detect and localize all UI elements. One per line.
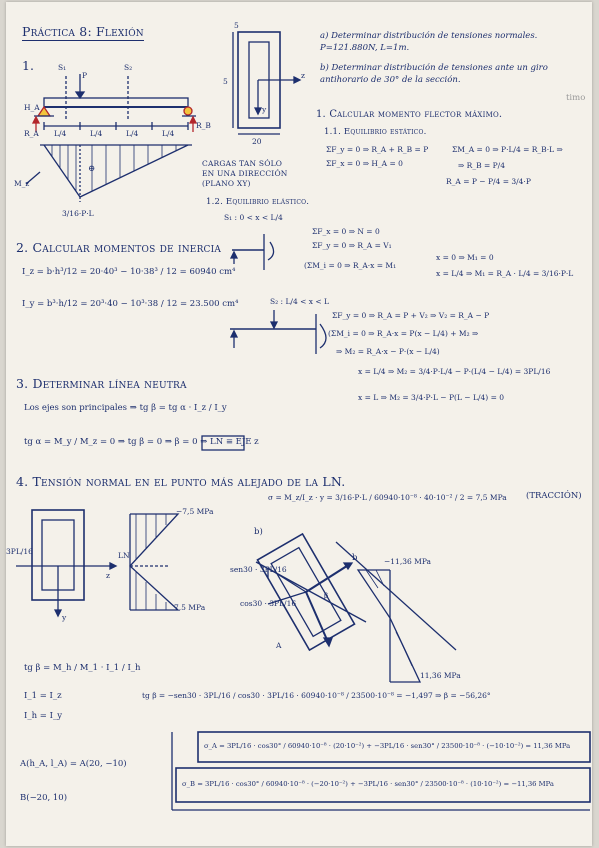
section-4-title: 4. Tensión normal en el punto más alejado de la LN. [16, 474, 346, 489]
fig-b-sin-comp: sen30 · 3PL/16 [230, 565, 287, 574]
fig-b-bottom-stress: 11,36 MPa [420, 671, 461, 680]
moment-max-label: 3/16·P·L [62, 209, 94, 218]
section-1-1-title: 1.1. Equilibrio estático. [324, 127, 427, 137]
tramo-2: S₂ : L/4 < x < L [270, 297, 330, 306]
eq-t2-2: (ΣM_i = 0 ⇒ R_A·x = P(x − L/4) + M₂ ⇒ [328, 329, 479, 338]
loads-note-2: EN UNA DIRECCIÓN [202, 169, 288, 178]
span-2: L/4 [90, 129, 103, 138]
fig-b-stress-diagram [358, 570, 420, 682]
loads-note-3: (PLANO XY) [202, 179, 251, 188]
span-3: L/4 [126, 129, 139, 138]
eq-t1-2: ΣF_y = 0 ⇒ R_A = V₁ [312, 241, 392, 250]
fig-a-top-stress: −7,5 MPa [176, 507, 214, 516]
traccion-label: (TRACCIÓN) [526, 491, 582, 501]
section-z-label: z [301, 71, 305, 80]
fig-b-label-b: b [352, 553, 358, 563]
fig-b-moment-b [306, 564, 350, 592]
inertia-iy: I_y = b³·h/12 = 20³·40 − 10³·38 / 12 = 23.500 cm⁴ [22, 299, 239, 309]
coord-a: A(h_A, l_A) = A(20, −10) [20, 759, 127, 769]
fig-b-top-stress: −11,36 MPa [384, 557, 431, 566]
moment-diagram [44, 145, 188, 197]
res-t1-1: x = 0 ⇒ M₁ = 0 [436, 253, 494, 262]
fig-a-y: y [62, 613, 67, 622]
neutral-line-1: Los ejes son principales ⇒ tg β = tg α · I_z / I_y [24, 403, 227, 413]
tg-formula: tg β = M_h / M_1 · I_1 / I_h [24, 663, 141, 673]
dim-left: 5 [223, 77, 228, 86]
reaction-ra: R_A [24, 129, 39, 138]
fig-a-z: z [106, 571, 110, 580]
reaction-rb: R_B [196, 121, 211, 130]
section-y-label: y [262, 105, 267, 114]
support-b [184, 107, 192, 115]
fig-b-point-a: A [276, 641, 282, 650]
margin-note: timo [566, 93, 586, 103]
moment-sign: ⊕ [88, 164, 96, 174]
section-3-title: 3. Determinar línea neutra [16, 376, 187, 391]
neutral-line-2: tg α = M_y / M_z = 0 ⇒ tg β = 0 ⇒ β = 0 ⇒ LN ≡ EJE z [24, 437, 259, 447]
eq-static-1: ΣF_y = 0 ⇒ R_A + R_B = P [326, 145, 429, 154]
beam-label-s2: S₂ [124, 63, 133, 72]
item-number-1: 1. [22, 58, 34, 73]
res-t1-2: x = L/4 ⇒ M₁ = R_A · L/4 = 3/16·P·L [436, 269, 574, 278]
fig-a-moment: 3PL/16 [6, 547, 33, 556]
fig-a-bottom-stress: 7,5 MPa [174, 603, 206, 612]
eq-t2-3: ⇒ M₂ = R_A·x − P·(x − L/4) [336, 347, 440, 356]
statement-b: b) Determinar distribución de tensiones ante un giro antihorario de 30° de la sección. [320, 63, 548, 86]
eq-static-2: ΣF_x = 0 ⇒ H_A = 0 [326, 159, 403, 168]
eq-t1-3: (ΣM_i = 0 ⇒ R_A·x = M₁ [304, 261, 397, 270]
moment-label: M_z [14, 179, 30, 188]
sigma-max-eq: σ = M_z/I_z · y = 3/16·P·L / 60940·10⁻⁸ · 40·10⁻² / 2 = 7,5 MPa [268, 493, 507, 502]
i1-eq: I_1 = I_z [24, 691, 62, 701]
reaction-ha: H_A [24, 103, 40, 112]
fig-b-beta: β [324, 591, 329, 600]
eq-t2-1: ΣF_y = 0 ⇒ R_A = P + V₂ ⇒ V₂ = R_A − P [332, 311, 490, 320]
span-4: L/4 [162, 129, 175, 138]
section-1-title: 1. Calcular momento flector máximo. [316, 109, 503, 120]
eq-static-5: R_A = P − P/4 = 3/4·P [446, 177, 531, 186]
tg-beta-eq: tg β = −sen30 · 3PL/16 / cos30 · 3PL/16 · 60940·10⁻⁸ / 23500·10⁻⁸ = −1,497 ⇒ β = −56,26° [142, 691, 491, 700]
res-t2-1: x = L/4 ⇒ M₂ = 3/4·P·L/4 − P·(L/4 − L/4) = 3PL/16 [358, 367, 551, 376]
beam-label-p: P [82, 71, 88, 80]
eq-static-4: ⇒ R_B = P/4 [458, 161, 505, 170]
notebook-page [6, 2, 592, 846]
section-2-title: 2. Calcular momentos de inercia [16, 240, 222, 255]
dim-top: 5 [234, 21, 239, 30]
inertia-iz: I_z = b·h³/12 = 20·40³ − 10·38³ / 12 = 60940 cm⁴ [22, 267, 236, 277]
span-1: L/4 [54, 129, 67, 138]
sigma-a-eq: σ_A = 3PL/16 · cos30° / 60940·10⁻⁸ · (20·10⁻²) + −3PL/16 · sen30° / 23500·10⁻⁸ · (−10·10⁻²) = 11,36 MPa [204, 742, 571, 750]
sigma-b-eq: σ_B = 3PL/16 · cos30° / 60940·10⁻⁸ · (−20·10⁻²) + −3PL/16 · sen30° / 23500·10⁻⁸ · (10·10⁻²) = −11,36 MPa [182, 780, 554, 788]
loads-note-1: CARGAS TAN SÓLO [202, 159, 283, 168]
fig-b-tag: b) [254, 527, 263, 537]
statement-a: a) Determinar distribución de tensiones normales. P=121.880N, L=1m. [320, 31, 538, 54]
eq-static-3: ΣM_A = 0 ⇒ P·L/4 = R_B·L ⇒ [452, 145, 563, 154]
fig-b-cos-comp: cos30 · 3PL/16 [240, 599, 297, 608]
beam-label-s1: S₁ [58, 63, 67, 72]
res-t2-2: x = L ⇒ M₂ = 3/4·P·L − P(L − L/4) = 0 [358, 393, 505, 402]
ih-eq: I_h = I_y [24, 711, 63, 721]
coord-b: B(−20, 10) [20, 793, 68, 803]
fig-a-ln: LN [118, 551, 130, 560]
section-1-2-title: 1.2. Equilibrio elástico. [206, 197, 310, 207]
fig-a-stress-diagram [130, 514, 178, 610]
eq-t1-1: ΣF_x = 0 ⇒ N = 0 [312, 227, 380, 236]
page-title: Práctica 8: Flexión [22, 24, 144, 39]
dim-bottom: 20 [252, 137, 262, 146]
tramo-1: S₁ : 0 < x < L/4 [224, 213, 283, 222]
